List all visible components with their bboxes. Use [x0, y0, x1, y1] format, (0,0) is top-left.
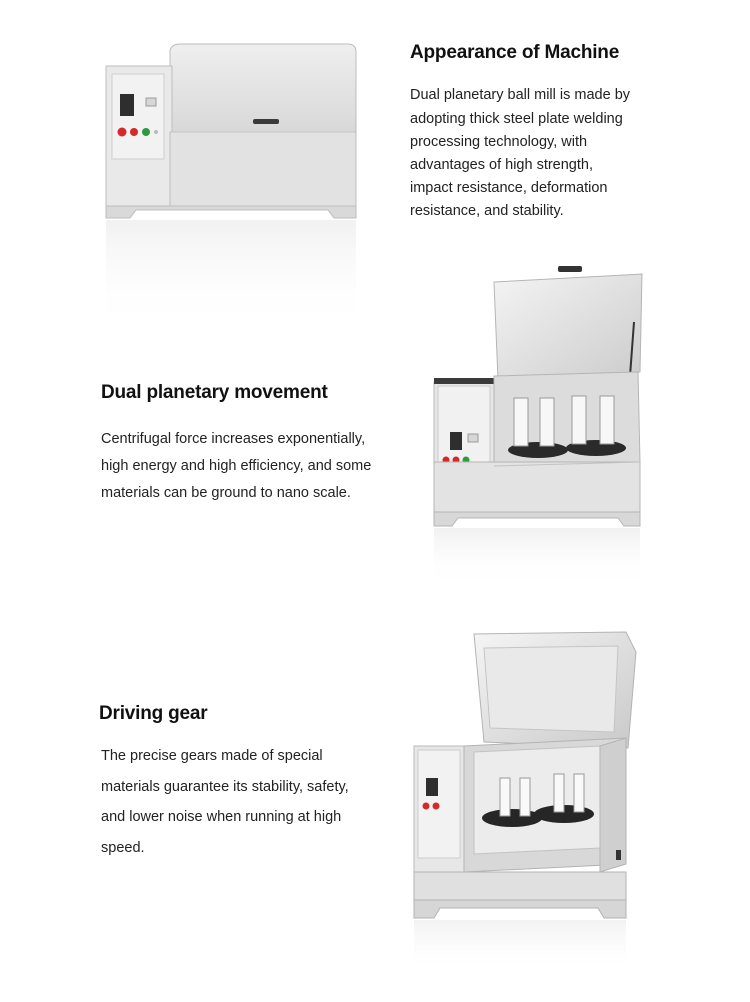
text-line: materials can be ground to nano scale. — [101, 485, 351, 501]
text-line: Dual planetary ball mill is made by — [410, 87, 631, 103]
section-heading-appearance: Appearance of Machine — [410, 42, 620, 63]
text-line: advantages of high strength, — [410, 157, 593, 173]
section-heading-driving-gear: Driving gear — [99, 703, 208, 724]
text-line: materials guarantee its stability, safety, — [101, 779, 349, 795]
text-line: impact resistance, deformation — [410, 180, 608, 196]
text-line: processing technology, with — [410, 134, 588, 150]
text-line: The precise gears made of special — [101, 748, 323, 764]
text-line: speed. — [101, 840, 145, 856]
text-line: adopting thick steel plate welding — [410, 111, 623, 127]
machine-gear-image — [404, 628, 644, 978]
text-line: and lower noise when running at high — [101, 809, 342, 825]
section-heading-dual-planetary: Dual planetary movement — [101, 382, 328, 403]
text-line: Centrifugal force increases exponentially, — [101, 431, 366, 447]
text-line: high energy and high efficiency, and some — [101, 458, 372, 474]
text-line: resistance, and stability. — [410, 203, 564, 219]
